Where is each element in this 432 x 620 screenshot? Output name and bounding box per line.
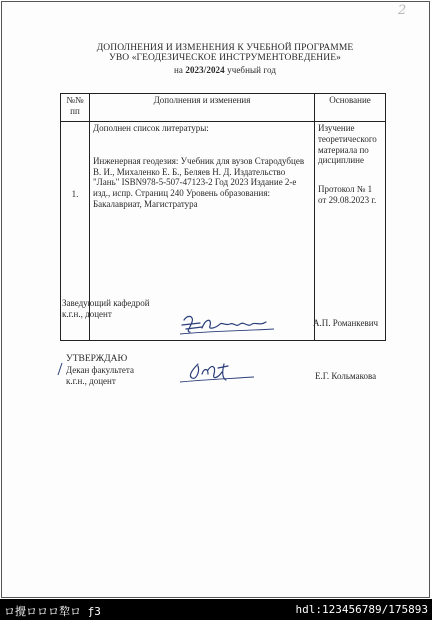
head-name: А.П. Романкевич <box>313 318 379 328</box>
changes-heading: Дополнен список литературы: <box>93 123 209 133</box>
status-left-text: ロ攪ロロロ犂ロ ƒ3 <box>4 605 101 618</box>
status-bar <box>0 599 432 620</box>
year-suffix: учебный год <box>224 65 277 75</box>
status-handle[interactable]: hdl:123456789/175893 <box>295 603 428 616</box>
title-line-2: УВО «ГЕОДЕЗИЧЕСКОЕ ИНСТРУМЕНТОВЕДЕНИЕ» <box>109 53 341 63</box>
margin-mark-icon <box>56 362 64 376</box>
head-signature-icon <box>178 312 278 338</box>
dean-title: Декан факультета <box>66 365 134 375</box>
dean-name: Е.Г. Кольмакова <box>315 371 377 381</box>
academic-year: 2023/2024 <box>185 65 225 75</box>
head-degree: к.г.н., доцент <box>62 309 112 319</box>
header-basis: Основание <box>315 94 386 122</box>
table-header-row <box>61 94 386 122</box>
header-changes: Дополнения и изменения <box>90 94 315 122</box>
year-prefix: на <box>173 65 186 75</box>
basis-protocol: Протокол № 1 от 29.08.2023 г. <box>318 184 377 205</box>
dean-signature-icon <box>178 360 258 388</box>
title-year-line <box>60 64 390 76</box>
head-title: Заведующий кафедрой <box>62 298 150 308</box>
row-basis <box>315 122 386 341</box>
changes-text: Инженерная геодезия: Учебник для вузов Стародубцев В. И., Михаленко Е. Б., Беляев Н. Д. Издательство "Лань" ISBN978-5-507-47123-2 Год 2023 Издание 2-е изд., испр. Страниц 240 Уровень образования: Бакалавриат, Магистратура <box>93 155 305 209</box>
basis-text: Изучение теоретического материала по дисциплине <box>318 123 377 166</box>
header-num: №№ пп <box>61 94 90 122</box>
title-line-1: ДОПОЛНЕНИЯ И ИЗМЕНЕНИЯ К УЧЕБНОЙ ПРОГРАММЕ <box>96 43 354 53</box>
dean-degree: к.г.н., доцент <box>66 376 116 386</box>
approve-label: УТВЕРЖДАЮ <box>66 354 128 364</box>
page-number: 2 <box>398 3 407 18</box>
row-num: 1. <box>61 122 90 341</box>
